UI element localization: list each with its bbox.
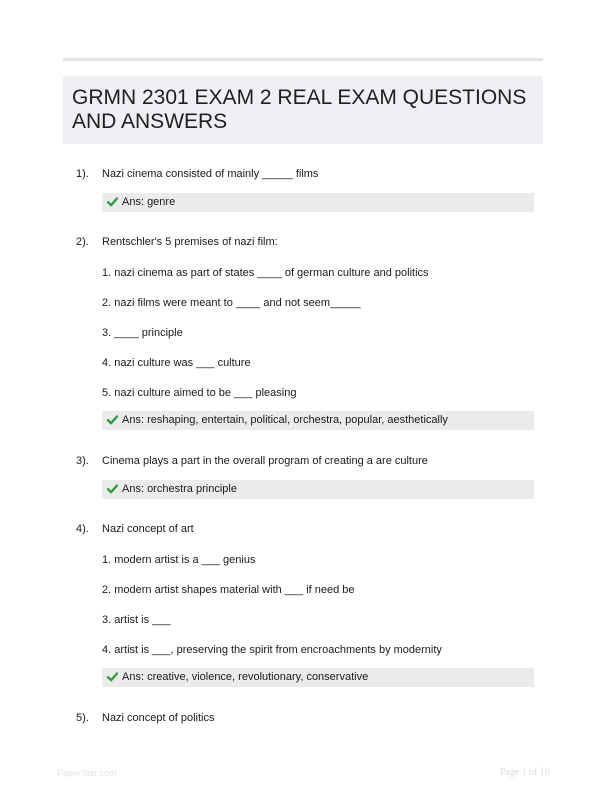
question-subline: 4. nazi culture was ___ culture — [102, 357, 251, 369]
answer-box — [102, 668, 534, 687]
answer-text: Ans: genre — [122, 196, 176, 208]
question-subline: 1. nazi cinema as part of states ____ of german culture and politics — [102, 267, 429, 279]
question-text: Nazi concept of politics — [102, 712, 215, 724]
question-subline: 1. modern artist is a ___ genius — [102, 554, 256, 566]
question-number: 1). — [76, 168, 89, 180]
question-number: 3). — [76, 455, 89, 467]
question-number: 2). — [76, 236, 89, 248]
question-subline: 5. nazi culture aimed to be ___ pleasing — [102, 387, 297, 399]
question-number: 4). — [76, 523, 89, 535]
question-subline: 2. modern artist shapes material with ___ if need be — [102, 584, 355, 596]
answer-box — [102, 193, 534, 212]
answer-box — [102, 480, 534, 499]
top-divider — [63, 58, 543, 61]
check-icon — [107, 668, 119, 687]
question-text: Cinema plays a part in the overall program of creating a are culture — [102, 455, 428, 467]
question-number: 5). — [76, 712, 89, 724]
question-text: Nazi cinema consisted of mainly _____ films — [102, 168, 319, 180]
question-subline: 3. artist is ___ — [102, 614, 171, 626]
question-text: Rentschler's 5 premises of nazi film: — [102, 236, 278, 248]
page-number: Page 1 of 10 — [499, 767, 550, 778]
document-title: GRMN 2301 EXAM 2 REAL EXAM QUESTIONS AND ANSWERS — [72, 86, 527, 133]
question-subline: 3. ____ principle — [102, 327, 183, 339]
footer-watermark: PaperStar.com — [57, 768, 117, 778]
question-subline: 4. artist is ___, preserving the spirit from encroachments by modernity — [102, 644, 442, 656]
answer-text: Ans: reshaping, entertain, political, orchestra, popular, aesthetically — [122, 414, 448, 426]
answer-box — [102, 411, 534, 430]
answer-text: Ans: orchestra principle — [122, 483, 237, 495]
check-icon — [107, 411, 119, 430]
question-subline: 2. nazi films were meant to ____ and not seem_____ — [102, 297, 361, 309]
title-banner — [63, 76, 543, 144]
answer-text: Ans: creative, violence, revolutionary, conservative — [122, 671, 369, 683]
check-icon — [107, 480, 119, 499]
check-icon — [107, 193, 119, 212]
question-text: Nazi concept of art — [102, 523, 194, 535]
